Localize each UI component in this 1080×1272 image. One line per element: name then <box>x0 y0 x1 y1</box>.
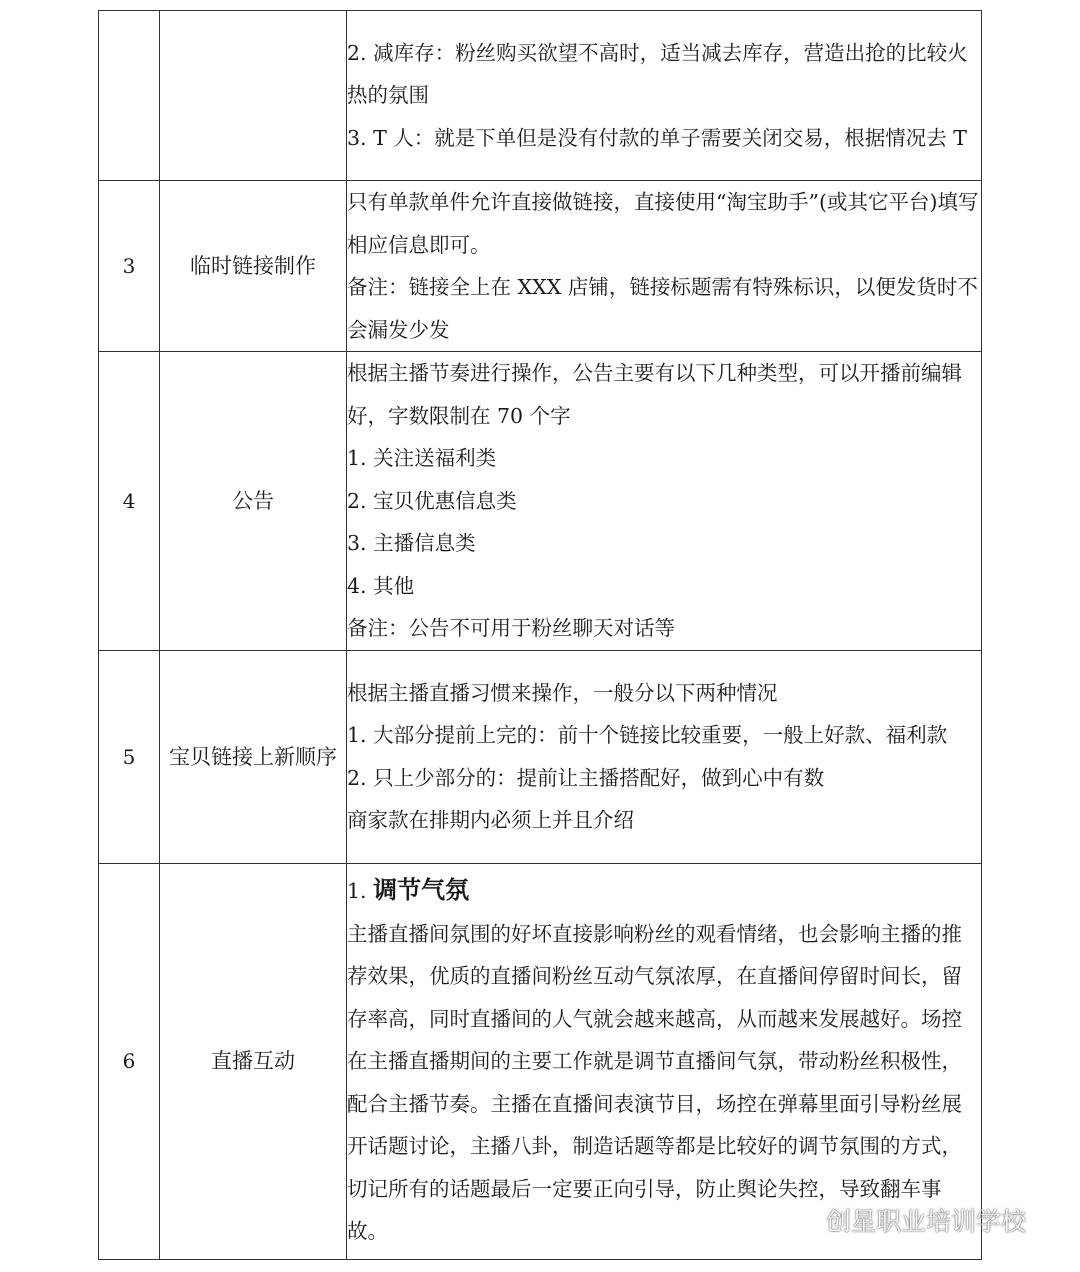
row-content <box>347 650 982 863</box>
row-item: 临时链接制作 <box>160 181 347 352</box>
table-row <box>99 11 982 181</box>
table-row <box>99 352 982 651</box>
content-line: 备注：链接全上在 XXX 店铺，链接标题需有特殊标识，以便发货时不会漏发少发 <box>347 275 978 342</box>
table-row <box>99 650 982 863</box>
watermark-text: 创星职业培训学校 <box>826 1207 1027 1236</box>
content-line: 1. 关注送福利类 <box>347 446 497 470</box>
wechat-icon <box>790 1208 820 1232</box>
row-number: 5 <box>99 650 160 863</box>
content-line: 2. 减库存：粉丝购买欲望不高时，适当减去库存，营造出抢的比较火热的氛围 <box>347 40 968 108</box>
content-line: 1. 大部分提前上完的：前十个链接比较重要，一般上好款、福利款 <box>347 723 948 747</box>
row-item: 宝贝链接上新顺序 <box>160 650 347 863</box>
content-line: 备注：公告不可用于粉丝聊天对话等 <box>347 616 675 640</box>
content-line: 4. 其他 <box>347 573 415 598</box>
row-number: 3 <box>99 181 160 352</box>
row-content <box>347 11 982 181</box>
row-item: 直播互动 <box>160 863 347 1259</box>
table-row <box>99 181 982 352</box>
content-heading <box>347 869 981 913</box>
content-line: 根据主播节奏进行操作，公告主要有以下几种类型，可以开播前编辑好，字数限制在 70 个字 <box>347 361 962 428</box>
content-line: 主播直播间氛围的好坏直接影响粉丝的观看情绪，也会影响主播的推荐效果，优质的直播间粉丝互动气氛浓厚，在直播间停留时间长，留存率高，同时直播间的人气就会越来越高，从而越来发展越好。场控在主播直播期间的主要工作就是调节直播间气氛，带动粉丝积极性，配合主播节奏。主播在直播间表演节目，场控在弹幕里面引导粉丝展开话题讨论，主播八卦，制造话题等都是比较好的调节氛围的方式，切记所有的话题最后一定要正向引导，防止舆论失控，导致翻车事故。 <box>347 921 962 1244</box>
row-content <box>347 352 982 651</box>
row-item <box>160 11 347 181</box>
content-line: 3. T 人：就是下单但是没有付款的单子需要关闭交易，根据情况去 T <box>347 125 967 150</box>
row-content <box>347 181 982 352</box>
table-row <box>99 863 982 1259</box>
row-number: 6 <box>99 863 160 1259</box>
heading-number: 1. <box>347 879 367 904</box>
row-item: 公告 <box>160 352 347 651</box>
content-line: 2. 只上少部分的：提前让主播搭配好，做到心中有数 <box>347 765 825 790</box>
content-line: 根据主播直播习惯来操作，一般分以下两种情况 <box>347 680 778 705</box>
content-line: 商家款在排期内必须上并且介绍 <box>347 808 634 832</box>
document-table <box>98 10 982 1260</box>
heading-text: 调节气氛 <box>373 876 470 905</box>
content-line: 3. 主播信息类 <box>347 531 476 555</box>
row-content <box>347 863 982 1259</box>
content-line: 只有单款单件允许直接做链接，直接使用“淘宝助手”(或其它平台)填写相应信息即可。 <box>347 190 979 257</box>
watermark <box>790 1202 1026 1238</box>
row-number <box>99 11 160 181</box>
row-number: 4 <box>99 352 160 651</box>
content-line: 2. 宝贝优惠信息类 <box>347 488 517 513</box>
